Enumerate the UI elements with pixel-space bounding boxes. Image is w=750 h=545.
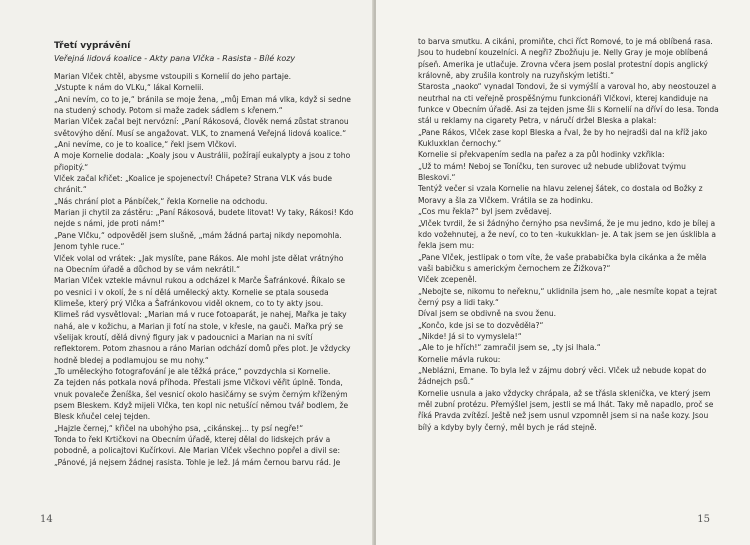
paragraph: Tonda to řekl Krtičkovi na Obecním úřadě, kterej dělal do lidskejch práv a pobodně, a policajtovi Kučírkovi. Ale Marian Vlček všechno popřel a divil se: <box>54 435 341 456</box>
paragraph: „Pane Vlček, jestlipak o tom víte, že vaše prababička byla cikánka a že měla vaši babičku s americkým černochem ze Žižkova?“ <box>418 252 707 273</box>
paragraph: „Nikde! Já si to vymyslela!“ <box>418 331 522 341</box>
paragraph: Marian Vlček začal bejt nervózní: „Paní Rákosová, člověk nemá zůstat stranou světovýho dění. Musí se angažovat. VLK, to znamená Veřejná lidová koalice.“ <box>54 117 349 138</box>
paragraph: Vlček začal křičet: „Koalice je spojenectví! Chápete? Strana VLK vás bude chránit.“ <box>54 174 333 195</box>
paragraph: Marian ji chytil za zástěru: „Paní Rákosová, budete litovat! Vy taky, Rákosi! Kdo nejde s námi, jde proti nám!“ <box>54 208 354 229</box>
paragraph: „Ale to je hřích!“ zamračil jsem se, „ty jsi lhala.“ <box>418 343 601 353</box>
paragraph: „Ani nevíme, co je to koalice,“ řekl jsem Vlčkovi. <box>54 140 237 150</box>
right-page <box>376 0 750 545</box>
paragraph: Kornelie si překvapením sedla na pařez a za půl hodinky vzkřikla: <box>418 150 665 160</box>
paragraph: Kornelie usnula a jako vždycky chrápala, až se třásla sklenička, ve který jsem měl zubní protézu. Přemýšlel jsem, jestli se má lhát. Taky mě napadlo, proč se říká Pravda zvítězí. Ještě než jsem usnul vzpomněl jsem si na naše kozy. Jsou bílý a kdyby byly černý, měl bych je rád stejně. <box>418 388 714 432</box>
paragraph: Za tejden nás potkala nová příhoda. Přestali jsme Vlčkovi věřit úplně. Tonda, vnuk povaleče Ženíška, šel vesnicí okolo hasičárny se svým černým kříženým psem Bleskem. Když mijeli Vlčka, ten kopl nic netušící němou tvář bodlem, že Blesk kňučel celej tejden. <box>54 378 349 422</box>
paragraph: „Hajzle černej,“ křičel na ubohýho psa, „cikánskej... ty psí negře!“ <box>54 423 304 433</box>
paragraph: Starosta „naoko“ vynadal Tondovi, že si vymýšlí a varoval ho, aby neostouzel a neutrhal na cti veřejně prospěšnýmu funkcionáři Vlčkovi, kterej kandiduje na funkce v Obecním úřadě. Asi za tejden jsme šli s Kornelií na dříví do lesa. Tonda stál u reklamy na cigarety Petra, v náručí držel Bleska a plakal: <box>418 82 719 126</box>
paragraph: „Neblázni, Emane. To byla lež v zájmu dobrý věci. Vlček už nebude kopat do žádnejch psů.“ <box>418 365 707 387</box>
paragraph: „Vstupte k nám do VLKu,“ lákal Kornelii. <box>54 83 204 93</box>
paragraph: „Nebojte se, nikomu to neřeknu,“ uklidnila jsem ho, „ale nesmíte kopat a tejrat černý psy a lidi taky.“ <box>418 286 717 307</box>
chapter-subtitle: Veřejná lidová koalice - Akty pana Vlčka - Rasista - Bílé kozy <box>54 54 296 63</box>
paragraph: „Končo, kde jsi se to dozvěděla?“ <box>418 320 544 330</box>
paragraph: Vlček zcepeněl. <box>418 275 477 285</box>
paragraph: Vlček volal od vrátek: „Jak myslíte, pane Rákos. Ale mohl jste dělat vrátnýho na Obecním úřadě a důchod by se vám nekrátil.“ <box>54 253 344 274</box>
chapter-title: Třetí vyprávění <box>54 41 131 51</box>
paragraph: „Už to mám! Neboj se Toníčku, ten surovec už nebude ubližovat tvýmu Bleskovi.“ <box>418 161 686 183</box>
paragraph: „Vlček tvrdil, že si žádnýho černýho psa nevšimá, že je mu jedno, kdo je bílej a kdo vožehnutej, a že neví, co to ten -kukukklan- je. A tak jsem se jen úsklibla a řekla jsem mu: <box>418 218 716 251</box>
page-number-left: 14 <box>40 514 53 525</box>
paragraph: Marian Vlček vztekle mávnul rukou a odcházel k Marče Šafránkové. Říkalo se po vesnici i v okolí, že s ní dělá umělecký akty. Kornelie se ptala souseda Klimeše, který prý Vlčka a Šafránkovou viděl oknem, co to ty akty jsou. <box>54 276 346 308</box>
paragraph: „To uměleckýho fotografování je ale těžká práce,“ povzdychla si Kornelie. <box>54 366 331 376</box>
paragraph: Klimeš rád vysvětloval: „Marian má v ruce fotoaparát, je nahej, Mařka je taky nahá, ale v kožichu, a Marian ji fotí na stole, v křesle, na gauči. Mařka prý se všelijak kroutí, dělá divný figury jak v padoucnici a Marian na ni svítí reflektorem. Potom zhasnou a ráno Marian odchází domů přes plot. Je vždycky hodně bledej a podlamujou se mu nohy.“ <box>54 310 351 365</box>
paragraph: „Ani nevím, co to je,“ bránila se moje žena, „můj Eman má vlka, když si sedne na studený schody. Potom si maže zadek sádlem s křenem.“ <box>54 94 351 116</box>
paragraph: Tentýž večer si vzala Kornelie na hlavu zelenej šátek, co dostala od Božky z Moravy a šla za Vlčkem. Vrátila se za hodinku. <box>418 184 703 205</box>
paragraph: Díval jsem se obdivně na svou ženu. <box>418 309 557 319</box>
paragraph: „Cos mu řekla?“ byl jsem zvědavej. <box>418 207 552 217</box>
paragraph: Marian Vlček chtěl, abysme vstoupili s Kornelií do jeho partaje. <box>54 72 292 81</box>
paragraph: Kornelie mávla rukou: <box>418 354 501 364</box>
paragraph: „Pane Rákos, Vlček zase kopl Bleska a řval, že by ho nejradši dal na kříž jako Kukluxklan černochy.“ <box>418 127 708 149</box>
paragraph: to barva smutku. A cikáni, promiňte, chci říct Romové, to je má oblíbená rasa. Jsou to hudební kouzelníci. A negři? Zbožňuju je. Nelly Gray je moje oblíbená píseň. Amerika je utlačuje. Zrovna včera jsem poslal protestní dopis anglický královně, aby zrušila kontroly na ruzyňským letišti.“ <box>418 37 713 81</box>
paragraph: A moje Kornelie dodala: „Koaly jsou v Austrálii, požírají eukalypty a jsou z toho přiopitý.“ <box>54 151 351 172</box>
paragraph: „Nás chrání plot a Pánbíček,“ řekla Kornelie na odchodu. <box>54 196 268 206</box>
paragraph: „Pánové, já nejsem žádnej rasista. Tohle je lež. Já mám černou barvu rád. Je <box>54 457 341 467</box>
left-page <box>0 0 374 545</box>
paragraph: „Pane Vlčku,“ odpověděl jsem slušně, „mám žádná partaj nikdy nepomohla. Jenom tyhle ruce.“ <box>54 230 342 252</box>
page-number-right: 15 <box>697 514 710 525</box>
